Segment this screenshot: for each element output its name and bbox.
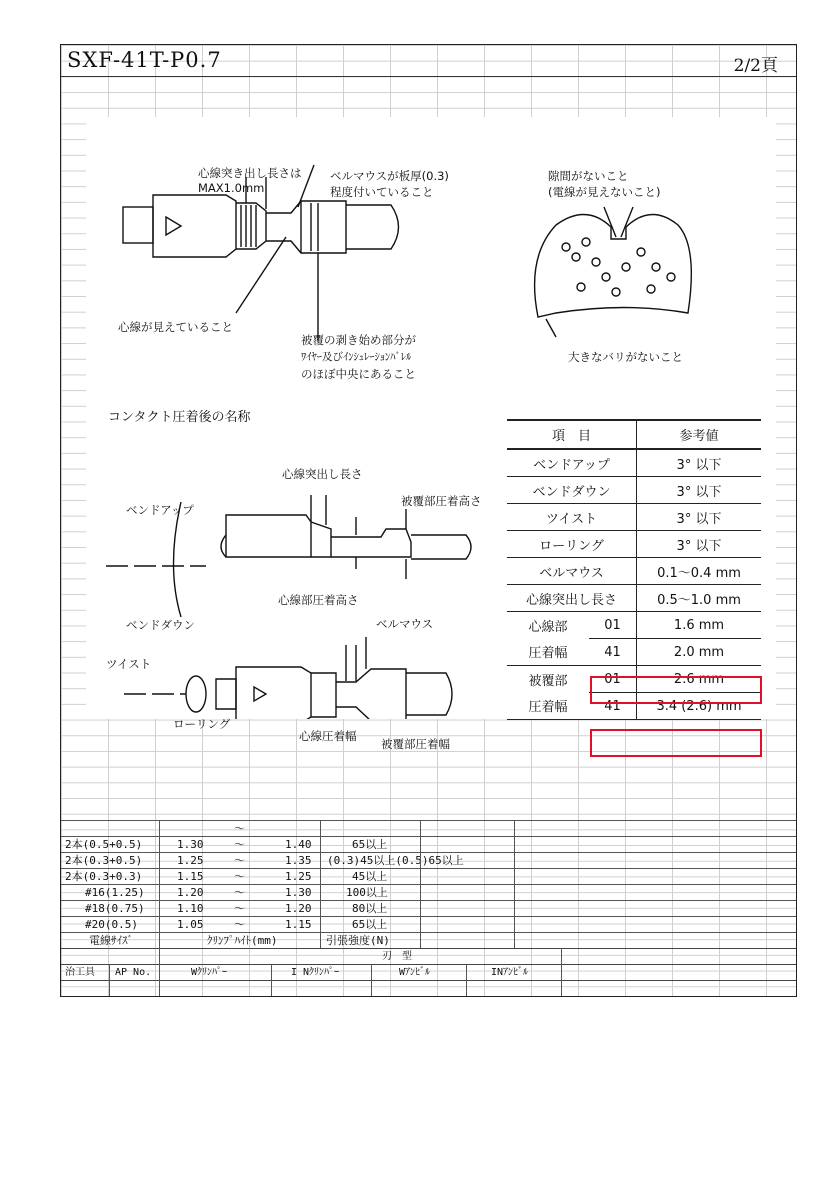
col-divider xyxy=(271,964,272,997)
row-value: 0.1～0.4 mm xyxy=(637,558,762,585)
crimp-max: 1.30 xyxy=(285,886,312,899)
tensile-force: 100以上 xyxy=(346,886,388,899)
label-bend-down: ベンドダウン xyxy=(126,618,195,632)
tilde: ～ xyxy=(234,854,245,867)
col-divider xyxy=(514,820,515,948)
footer-wire-size: 電線ｻｲｽﾞ xyxy=(89,934,133,947)
document-title: SXF-41T-P0.7 xyxy=(67,48,222,72)
row-value: 3° 以下 xyxy=(637,449,762,477)
col-divider xyxy=(420,820,421,948)
label-rolling: ローリング xyxy=(173,717,231,731)
label-bend-up: ベンドアップ xyxy=(126,503,194,517)
spec-footer-row xyxy=(61,932,796,949)
tensile-force: 65以上 xyxy=(352,838,388,851)
crimp-min: 1.25 xyxy=(177,854,204,867)
table-row xyxy=(507,449,761,477)
label-strip-1: 被覆の剥き始め部分が xyxy=(301,333,416,347)
ins-label-2: 圧着幅 xyxy=(507,693,589,720)
ins-code-41: 41 xyxy=(589,693,637,720)
row-value: 3° 以下 xyxy=(637,477,762,504)
label-gap-2: (電線が見えないこと) xyxy=(548,185,661,199)
in-crimper-label: I Nｸﾘﾝﾊﾟｰ xyxy=(291,967,340,978)
label-bellmouth-2: 程度付いていること xyxy=(330,185,434,199)
table-row xyxy=(61,900,796,917)
highlight-ins-41 xyxy=(590,729,762,757)
wire-size: 2本(0.3+0.3) xyxy=(65,870,143,883)
col-divider xyxy=(371,964,372,997)
label-twist: ツイスト xyxy=(106,657,152,671)
highlight-core-41 xyxy=(590,676,762,704)
label-core-protrusion-max: MAX1.0mm xyxy=(198,181,265,195)
label-bellmouth: ベルマウス xyxy=(376,617,434,631)
crimp-max: 1.35 xyxy=(285,854,312,867)
row-value: 3° 以下 xyxy=(637,504,762,531)
crimp-cross-section xyxy=(535,207,692,337)
core-value-41: 2.0 mm xyxy=(637,639,762,666)
tensile-force: 45以上 xyxy=(352,870,388,883)
label-insulation-height: 被覆部圧着高さ xyxy=(401,494,482,508)
tilde: ～ xyxy=(234,918,245,931)
col-divider xyxy=(466,964,467,997)
ins-code-01: 01 xyxy=(589,666,637,693)
ap-no-label: AP No. xyxy=(115,967,152,978)
col-divider xyxy=(159,948,160,997)
crimp-max: 1.20 xyxy=(285,902,312,915)
ins-value-41: 3.4 (2.6) mm xyxy=(637,693,762,720)
ins-label-1: 被覆部 xyxy=(528,673,568,689)
core-value-01: 1.6 mm xyxy=(637,612,762,639)
wire-size: 2本(0.3+0.5) xyxy=(65,854,143,867)
label-core-protrusion: 心線突き出し長さは xyxy=(198,166,302,180)
table-row xyxy=(507,531,761,558)
tool-label: 治工具 xyxy=(65,967,95,978)
crimp-max: 1.25 xyxy=(285,870,312,883)
wire-size: #16(1.25) xyxy=(85,886,145,899)
w-anvil-label: Wｱﾝﾋﾞﾙ xyxy=(399,967,431,978)
tilde: ～ xyxy=(234,902,245,915)
core-code-01: 01 xyxy=(589,612,637,639)
section-title: コンタクト圧着後の名称 xyxy=(108,410,251,425)
tensile-force: 80以上 xyxy=(352,902,388,915)
table-row-core-41 xyxy=(507,639,761,666)
spec-header-row xyxy=(61,820,796,837)
row-value: 0.5～1.0 mm xyxy=(637,585,762,612)
tilde: ～ xyxy=(234,870,245,883)
crimp-max: 1.40 xyxy=(285,838,312,851)
label-core-width: 心線圧着幅 xyxy=(299,729,357,743)
wire-size: #18(0.75) xyxy=(85,902,145,915)
wire-size: #20(0.5) xyxy=(85,918,138,931)
tensile-force: (0.3)45以上(0.5)65以上 xyxy=(327,854,464,867)
row-item: 心線突出し長さ xyxy=(507,585,637,612)
corner-rule xyxy=(722,996,797,997)
label-strip-2: ﾜｲﾔｰ及びｲﾝｼｭﾚｰｼｮﾝﾊﾞﾚﾙ xyxy=(301,351,412,363)
table-header-row xyxy=(507,420,761,449)
table-row-core-01 xyxy=(507,612,761,639)
crimp-min: 1.10 xyxy=(177,902,204,915)
table-row xyxy=(61,868,796,885)
tilde: ～ xyxy=(234,886,245,899)
table-row xyxy=(61,916,796,933)
table-row xyxy=(61,852,796,869)
crimp-min: 1.20 xyxy=(177,886,204,899)
table-row xyxy=(507,477,761,504)
crimp-min: 1.05 xyxy=(177,918,204,931)
table-row xyxy=(507,585,761,612)
row-item: ツイスト xyxy=(507,504,637,531)
header-ref: 参考値 xyxy=(637,420,762,449)
row-item: ベルマウス xyxy=(507,558,637,585)
label-burr: 大きなバリがないこと xyxy=(568,350,683,364)
title-rule xyxy=(61,76,796,77)
blade-header-row xyxy=(61,948,796,965)
label-core-height: 心線部圧着高さ xyxy=(278,593,359,607)
table-row xyxy=(507,504,761,531)
blade-label: 刃 型 xyxy=(382,951,412,962)
label-bellmouth-1: ベルマウスが板厚(0.3) xyxy=(330,169,449,183)
table-row xyxy=(61,836,796,853)
ins-value-01: 2.6 mm xyxy=(637,666,762,693)
reference-values-table xyxy=(507,419,761,720)
row-item: ベンドダウン xyxy=(507,477,637,504)
core-label-2: 圧着幅 xyxy=(507,639,589,666)
col-divider xyxy=(109,964,110,997)
label-insulation-width: 被覆部圧着幅 xyxy=(381,737,450,751)
core-code-41: 41 xyxy=(589,639,637,666)
page-number: 2/2頁 xyxy=(733,56,778,76)
core-label-1: 心線部 xyxy=(528,619,568,635)
col-divider xyxy=(561,948,562,997)
tilde: ～ xyxy=(234,838,245,851)
label-gap-1: 隙間がないこと xyxy=(548,169,629,183)
row-value: 3° 以下 xyxy=(637,531,762,558)
footer-crimp-height: ｸﾘﾝﾌﾟﾊｲﾄ(mm) xyxy=(207,934,278,947)
in-anvil-label: INｱﾝﾋﾞﾙ xyxy=(491,967,529,978)
row-item: ベンドアップ xyxy=(507,449,637,477)
figure-panel xyxy=(86,117,776,751)
connector-top-illustration-names xyxy=(124,637,452,719)
table-row xyxy=(507,558,761,585)
drawing-sheet xyxy=(60,44,797,997)
crimp-max: 1.15 xyxy=(285,918,312,931)
header-item: 項 目 xyxy=(507,420,637,449)
col-divider xyxy=(159,820,160,948)
crimp-min: 1.30 xyxy=(177,838,204,851)
tooling-value-row xyxy=(61,980,796,997)
label-strip-3: のほぼ中央にあること xyxy=(301,367,416,381)
tensile-force: 65以上 xyxy=(352,918,388,931)
w-crimper-label: Wｸﾘﾝﾊﾟｰ xyxy=(191,967,228,978)
crimp-min: 1.15 xyxy=(177,870,204,883)
wire-size: 2本(0.5+0.5) xyxy=(65,838,143,851)
col-divider xyxy=(320,820,321,948)
label-core-visible: 心線が見えていること xyxy=(118,320,233,334)
row-item: ローリング xyxy=(507,531,637,558)
label-core-protrusion-len: 心線突出し長さ xyxy=(282,467,363,481)
tilde: ～ xyxy=(234,822,245,835)
footer-tensile: 引張強度(N) xyxy=(326,934,390,947)
tooling-header-row xyxy=(61,964,796,981)
table-row xyxy=(61,884,796,901)
